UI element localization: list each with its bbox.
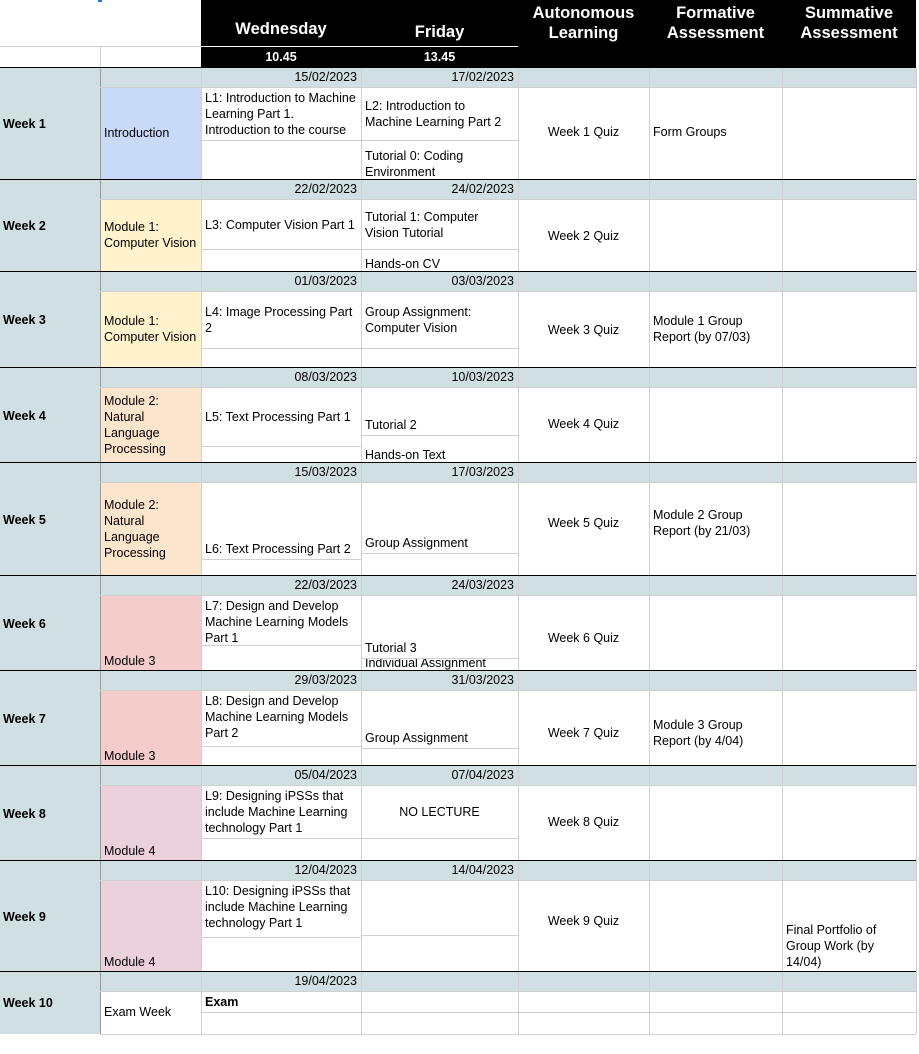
wednesday-date[interactable]: 05/04/2023 [294,768,357,782]
friday-date[interactable]: 24/02/2023 [451,182,514,196]
grid-line [916,576,917,671]
grid-line [100,368,101,463]
friday-second-session-cell[interactable] [361,349,518,368]
wednesday-date[interactable]: 29/03/2023 [294,673,357,687]
wednesday-lecture-cell[interactable]: L6: Text Processing Part 2 [205,542,351,556]
grid-line [649,463,650,576]
grid-line [201,972,202,1034]
friday-session-cell[interactable]: Group Assignment [365,731,468,745]
formative-assessment-cell[interactable]: Module 2 Group Report (by 21/03) [653,508,751,538]
grid-line [201,766,202,861]
header-friday: Friday [414,23,465,41]
friday-second-session-cell[interactable]: Tutorial 0: Coding Environment [365,149,464,179]
grid-line [782,272,783,368]
week-label[interactable]: Week 7 [3,711,46,726]
module-cell[interactable]: Module 3 [101,596,201,671]
grid-line [100,861,101,972]
autonomous-quiz-cell[interactable]: Week 3 Quiz [547,323,620,337]
grid-line [782,766,783,861]
grid-line [100,595,916,596]
friday-session-cell[interactable]: Group Assignment [365,536,468,550]
wednesday-lecture-cell[interactable]: L3: Computer Vision Part 1 [205,217,355,232]
module-cell[interactable]: Module 2: Natural Language Processing [101,483,201,576]
friday-second-session-cell[interactable] [361,749,518,766]
wednesday-date[interactable]: 15/03/2023 [294,465,357,479]
formative-assessment-cell[interactable] [649,416,782,450]
wednesday-date[interactable]: 08/03/2023 [294,370,357,384]
header-wednesday-time[interactable]: 10.45 [201,47,361,67]
friday-second-session-cell[interactable] [361,1013,518,1034]
week-label[interactable]: Week 1 [3,117,46,131]
grid-line [916,272,917,368]
wednesday-lecture-cell[interactable]: L1: Introduction to Machine Learning Part 1. Introduction to the course [205,91,356,137]
formative-assessment-cell[interactable] [649,814,782,848]
summative-assessment-cell[interactable] [782,716,916,764]
week-label[interactable]: Week 6 [3,616,46,631]
grid-line [518,576,519,671]
grid-line [649,766,650,861]
grid-line [100,690,916,691]
module-cell[interactable]: Module 4 [101,881,201,972]
grid-line [201,68,202,180]
friday-date[interactable]: 17/02/2023 [451,70,514,84]
autonomous-quiz-cell[interactable]: Week 1 Quiz [547,125,620,139]
friday-session-cell[interactable]: L2: Introduction to Machine Learning Part 2 [365,99,502,129]
grid-line [916,972,917,1034]
grid-line [100,68,101,180]
grid-line [201,937,361,938]
grid-line [361,68,362,180]
week-label[interactable]: Week 9 [3,909,46,924]
summative-assessment-cell[interactable] [782,318,916,366]
module-cell[interactable]: Module 3 [101,691,201,766]
grid-line [782,576,783,671]
formative-assessment-cell[interactable]: Module 3 Group Report (by 4/04) [653,718,744,748]
autonomous-quiz-cell[interactable]: Week 4 Quiz [547,417,620,431]
friday-second-session-cell[interactable]: Individual Assignment [365,659,486,670]
grid-line [361,180,362,272]
wednesday-lecture-cell[interactable]: L10: Designing iPSSs that include Machine Learning technology Part 1 [205,884,351,930]
friday-date[interactable]: 17/03/2023 [451,465,514,479]
week-label[interactable]: Week 3 [3,313,46,327]
grid-line [649,368,650,463]
grid-line [782,861,783,972]
module-cell[interactable]: Introduction [101,88,201,180]
grid-line [201,140,361,141]
grid-line [649,180,650,272]
grid-line [100,671,101,766]
wednesday-date[interactable]: 19/04/2023 [294,974,357,988]
grid-line [201,272,202,368]
header-friday-cell[interactable] [361,0,518,46]
grid-line [100,387,916,388]
summative-assessment-cell[interactable] [782,621,916,669]
grid-line [201,746,361,747]
grid-line [100,991,916,992]
friday-session-cell[interactable] [361,992,518,1012]
grid-line [100,87,916,88]
week-label[interactable]: Week 10 [3,996,53,1010]
autonomous-quiz-cell[interactable]: Week 9 Quiz [547,914,620,928]
grid-line [649,68,650,180]
grid-line [518,368,519,463]
formative-assessment-cell[interactable] [649,624,782,658]
grid-line [100,972,101,1034]
grid-line [916,861,917,972]
grid-line [649,671,650,766]
grid-line [916,68,917,180]
grid-line [782,68,783,180]
grid-line [100,180,101,272]
grid-line [518,972,519,1034]
wednesday-lecture-cell[interactable]: L5: Text Processing Part 1 [205,410,351,424]
grid-line [201,368,202,463]
friday-session-cell[interactable]: NO LECTURE [399,805,480,819]
header-friday-time[interactable]: 13.45 [361,47,518,67]
grid-line [361,576,362,671]
wednesday-lecture-cell[interactable]: L7: Design and Develop Machine Learning Models Part 1 [205,599,349,645]
grid-line [201,446,361,447]
grid-line [361,861,362,972]
autonomous-quiz-cell[interactable]: Week 5 Quiz [547,516,620,530]
grid-line [201,861,202,972]
summative-assessment-cell[interactable] [782,811,916,859]
grid-line [100,1034,916,1035]
grid-line [518,272,519,368]
grid-line [518,68,519,180]
grid-line [916,766,917,861]
grid-line [916,463,917,576]
wednesday-date[interactable]: 12/04/2023 [294,863,357,877]
module-cell[interactable]: Exam Week [104,1005,172,1019]
grid-line [916,671,917,766]
grid-line [649,272,650,368]
grid-line [361,972,362,1034]
grid-line [782,463,783,576]
grid-line [649,972,650,1034]
friday-date[interactable]: 10/03/2023 [451,370,514,384]
grid-line [782,671,783,766]
module-cell[interactable]: Module 1: Computer Vision [101,200,201,272]
formative-assessment-cell[interactable]: Form Groups [653,125,727,139]
friday-date[interactable]: 24/03/2023 [451,578,514,592]
grid-line [100,463,101,576]
grid-line [361,463,362,576]
grid-line [916,368,917,463]
grid-line [201,348,361,349]
cell-selection-handle[interactable] [98,0,102,2]
grid-line [361,766,362,861]
wednesday-date[interactable]: 22/02/2023 [294,182,357,196]
friday-second-session-cell[interactable] [361,554,518,576]
grid-line [100,880,916,881]
friday-second-session-cell[interactable] [361,839,518,861]
formative-assessment-cell[interactable] [649,1020,782,1054]
grid-line [518,180,519,272]
grid-line [649,576,650,671]
grid-line [518,463,519,576]
formative-assessment-cell[interactable]: Module 1 Group Report (by 07/03) [653,314,751,344]
autonomous-quiz-cell[interactable]: Week 8 Quiz [547,815,620,829]
summative-assessment-cell[interactable] [782,130,916,178]
grid-line [100,291,916,292]
header-formative-assessment[interactable]: Formative Assessment [649,0,782,67]
grid-line [100,766,101,861]
module-cell[interactable]: Module 4 [101,786,201,861]
friday-date[interactable] [361,972,518,991]
grid-line [100,199,916,200]
friday-date[interactable]: 07/04/2023 [451,768,514,782]
friday-session-cell[interactable]: Group Assignment: Computer Vision [365,305,472,335]
grid-line [361,272,362,368]
module-cell[interactable]: Module 2: Natural Language Processing [101,388,201,463]
grid-line [782,972,783,1034]
grid-line [201,671,202,766]
wednesday-lecture-cell[interactable]: L8: Design and Develop Machine Learning Models Part 2 [205,694,349,740]
week-label[interactable]: Week 8 [3,806,46,821]
friday-date[interactable]: 03/03/2023 [451,274,514,288]
header-wednesday-cell[interactable] [201,0,361,46]
header-wednesday: Wednesday [235,20,327,38]
wednesday-date[interactable]: 22/03/2023 [294,578,357,592]
wednesday-date[interactable]: 15/02/2023 [294,70,357,84]
formative-assessment-cell[interactable] [649,228,782,262]
grid-line [361,671,362,766]
friday-session-cell[interactable]: Tutorial 1: Computer Vision Tutorial [365,209,479,240]
grid-line [649,861,650,972]
wednesday-date[interactable]: 01/03/2023 [294,274,357,288]
grid-line [518,861,519,972]
grid-line [518,671,519,766]
summative-assessment-cell[interactable] [782,413,916,461]
grid-line [100,576,101,671]
grid-line [916,180,917,272]
header-autonomous-learning[interactable]: Autonomous Learning [518,0,649,67]
grid-line [201,180,202,272]
grid-line [201,559,361,560]
grid-line [201,838,361,839]
autonomous-quiz-cell[interactable]: Week 2 Quiz [547,229,620,243]
wednesday-lecture-cell[interactable]: L4: Image Processing Part 2 [205,305,353,335]
summative-assessment-cell[interactable]: Final Portfolio of Group Work (by 14/04) [786,923,877,969]
grid-line [100,46,101,67]
summative-assessment-cell[interactable] [782,526,916,574]
grid-line [201,1012,361,1013]
grid-line [201,645,361,646]
friday-second-session-cell[interactable] [361,936,518,972]
header-summative-assessment[interactable]: Summative Assessment [782,0,916,67]
wednesday-lecture-cell[interactable]: Exam [205,995,239,1009]
formative-assessment-cell[interactable] [649,909,782,943]
module-cell[interactable]: Module 1: Computer Vision [101,292,201,368]
grid-line [100,272,101,368]
grid-line [100,785,916,786]
wednesday-lecture-cell[interactable]: L9: Designing iPSSs that include Machine Learning technology Part 1 [205,789,348,835]
autonomous-quiz-cell[interactable]: Week 7 Quiz [547,726,620,740]
friday-session-cell[interactable] [361,881,518,935]
friday-date[interactable]: 14/04/2023 [451,863,514,877]
friday-second-session-cell[interactable]: Hands-on Text [365,448,446,462]
friday-session-cell[interactable]: Tutorial 3 [365,641,417,655]
summative-assessment-cell[interactable] [782,222,916,270]
grid-line [361,368,362,463]
grid-line [201,463,202,576]
grid-line [782,180,783,272]
grid-line [201,576,202,671]
grid-line [100,482,916,483]
week-label[interactable]: Week 5 [3,512,46,527]
autonomous-quiz-cell[interactable]: Week 6 Quiz [547,631,620,645]
grid-line [782,368,783,463]
friday-second-session-cell[interactable]: Hands-on CV [365,257,441,271]
week-label[interactable]: Week 4 [3,408,46,423]
friday-date[interactable]: 31/03/2023 [451,673,514,687]
grid-line [201,249,361,250]
week-label[interactable]: Week 2 [3,219,46,233]
friday-session-cell[interactable]: Tutorial 2 [365,418,417,432]
grid-line [518,766,519,861]
